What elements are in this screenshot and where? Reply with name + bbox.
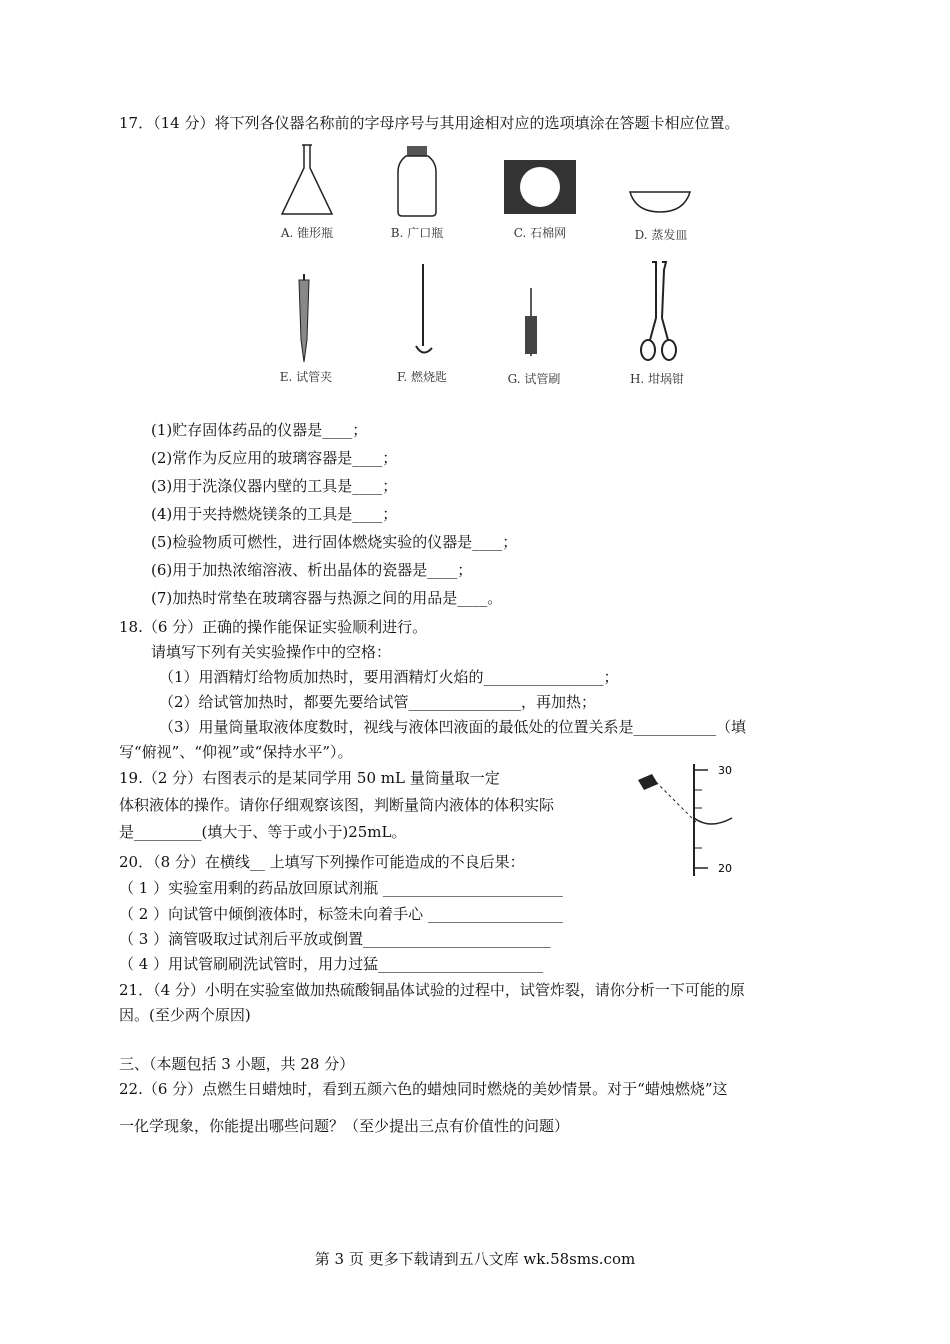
caption-g: G. 试管刷 <box>507 372 561 386</box>
q21-line-1: 21．（4 分）小明在实验室做加热硫酸铜晶体试验的过程中，试管炸裂，请你分析一下可能的原 <box>119 981 745 999</box>
evaporating-dish-icon <box>628 186 692 214</box>
q19-line-2: 体积液体的操作。请你仔细观察该图，判断量筒内液体的体积实际 <box>119 796 555 814</box>
q18-intro: 请填写下列有关实验操作中的空格： <box>151 643 392 661</box>
q17-item-6: (6)用于加热浓缩溶液、析出晶体的瓷器是____； <box>151 561 473 579</box>
q17-item-2: (2)常作为反应用的玻璃容器是____； <box>151 449 398 467</box>
asbestos-gauze-icon <box>502 158 578 216</box>
q18-item-3: （3）用量筒量取液体度数时，视线与液体凹液面的最低处的位置关系是___________（填 <box>159 718 747 736</box>
q20-item-1: （ 1 ）实验室用剩的药品放回原试剂瓶 ________________________ <box>119 879 563 897</box>
q17-item-3: (3)用于洗涤仪器内壁的工具是____； <box>151 477 398 495</box>
erlenmeyer-flask-icon <box>272 140 342 220</box>
q18-item-3-cont: 写“俯视”、“仰视”或“保持水平”）。 <box>119 743 353 761</box>
caption-h: H. 坩埚钳 <box>629 372 685 386</box>
caption-b: B. 广口瓶 <box>390 226 444 240</box>
q20-item-3: （ 3 ）滴管吸取过试剂后平放或倒置_________________________ <box>119 930 551 948</box>
caption-e: E. 试管夹 <box>279 370 333 384</box>
q19-line-3: 是_________(填大于、等于或小于)25mL。 <box>119 823 407 841</box>
test-tube-holder-icon <box>292 270 316 366</box>
q20-title: 20．（8 分）在横线__ 上填写下列操作可能造成的不良后果： <box>119 853 525 871</box>
tick-label-20: 20 <box>718 862 732 875</box>
q21-line-2: 因。(至少两个原因) <box>119 1006 251 1024</box>
section-3-title: 三、（本题包括 3 小题，共 28 分） <box>119 1055 355 1073</box>
q22-line-1: 22.（6 分）点燃生日蜡烛时，看到五颜六色的蜡烛同时燃烧的美妙情景。对于“蜡烛燃烧”这 <box>119 1080 728 1098</box>
page-footer: 第 3 页 更多下载请到五八文库 wk.58sms.com <box>314 1250 636 1268</box>
q18-item-2: （2）给试管加热时，都要先要给试管_______________，再加热； <box>159 693 597 711</box>
tick-label-30: 30 <box>718 764 732 777</box>
q17-title: 17．（14 分）将下列各仪器名称前的字母序号与其用途相对应的选项填涂在答题卡相应位置。 <box>119 114 740 132</box>
q17-item-7: (7)加热时常垫在玻璃容器与热源之间的用品是____。 <box>151 589 503 607</box>
q19-line-1: 19.（2 分）右图表示的是某同学用 50 mL 量筒量取一定 <box>119 769 500 787</box>
q17-item-5: (5)检验物质可燃性，进行固体燃烧实验的仪器是____； <box>151 533 518 551</box>
q17-item-1: (1)贮存固体药品的仪器是____； <box>151 421 368 439</box>
caption-f: F. 燃烧匙 <box>396 370 448 384</box>
q17-item-4: (4)用于夹持燃烧镁条的工具是____； <box>151 505 398 523</box>
q20-item-2: （ 2 ）向试管中倾倒液体时，标签未向着手心 __________________ <box>119 905 563 923</box>
crucible-tongs-icon <box>636 258 680 366</box>
q18-item-1: （1）用酒精灯给物质加热时，要用酒精灯火焰的________________； <box>159 668 619 686</box>
caption-c: C. 石棉网 <box>513 226 567 240</box>
q20-item-4: （ 4 ）用试管刷刷洗试管时，用力过猛______________________ <box>119 955 544 973</box>
wide-mouth-bottle-icon <box>392 140 442 220</box>
caption-d: D. 蒸发皿 <box>634 228 688 242</box>
q22-line-2: 一化学现象，你能提出哪些问题？（至少提出三点有价值性的问题） <box>119 1117 570 1135</box>
graduated-cylinder-figure <box>636 760 746 880</box>
test-tube-brush-icon <box>518 286 544 358</box>
eye-icon <box>638 774 658 790</box>
q18-title: 18.（6 分）正确的操作能保证实验顺利进行。 <box>119 618 428 636</box>
caption-a: A. 锥形瓶 <box>280 226 334 240</box>
combustion-spoon-icon <box>408 262 438 360</box>
